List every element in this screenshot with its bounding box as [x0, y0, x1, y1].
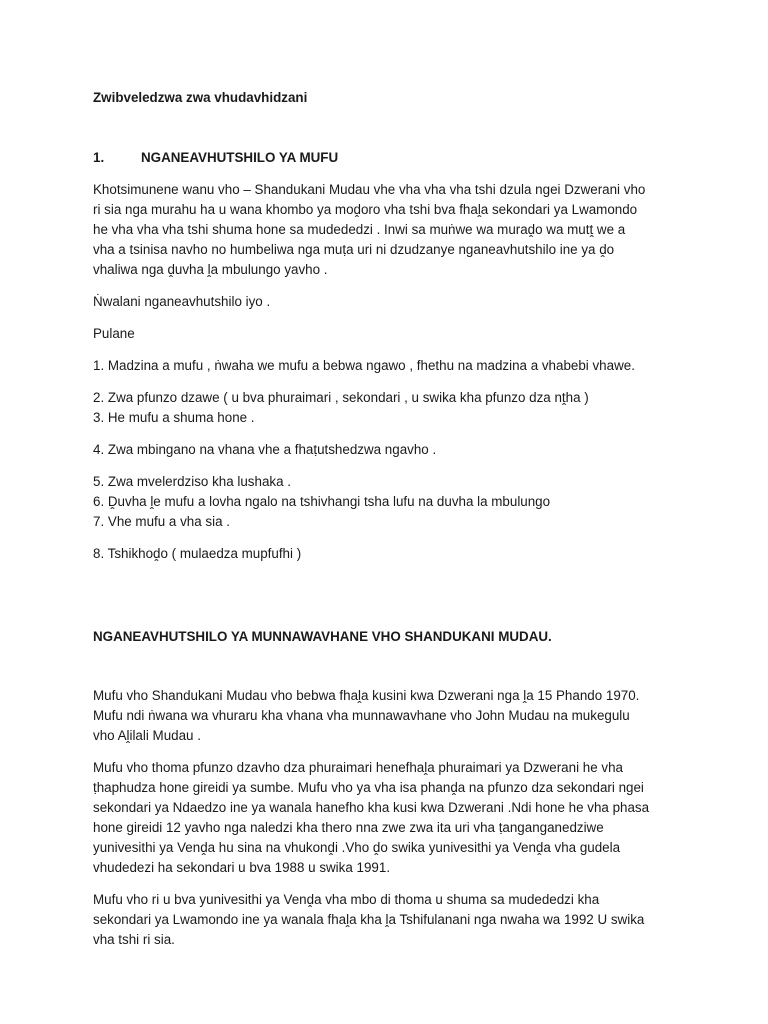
intro-line: Khotsimunene wanu vho – Shandukani Mudau vhe vha vha vha tshi dzula ngei Dzwerani vho: [93, 182, 646, 197]
biography-line: Mufu vho thoma pfunzo dzavho dza phuraimari henefhaḽa phuraimari ya Dzwerani he vha: [93, 760, 623, 775]
biography-line: Mufu vho Shandukani Mudau vho bebwa fhaḽa kusini kwa Dzwerani nga ḽa 15 Phando 1970.: [93, 688, 640, 703]
plan-item-6: 6. Ḓuvha ḽe mufu a lovha ngalo na tshivhangi tsha lufu na duvha la mbulungo: [93, 494, 551, 509]
biography-line: ṭhaphudza hone gireidi ya sumbe. Mufu vho ya vha isa phanḓa na pfunzo dza sekondari ngei: [93, 780, 644, 795]
section-heading-text: NGANEAVHUTSHILO YA MUFU: [141, 150, 339, 165]
section-number: 1.: [93, 150, 105, 165]
biography-paragraph-birth: [93, 686, 693, 746]
plan-item-5: 5. Zwa mvelerdziso kha lushaka .: [93, 474, 291, 489]
plan-item-2: 2. Zwa pfunzo dzawe ( u bva phuraimari , sekondari , u swika kha pfunzo dza nṱha ): [93, 390, 589, 405]
plan-item-1: 1. Madzina a mufu , ṅwaha we mufu a bebwa ngawo , fhethu na madzina a vhabebi vhawe.: [93, 358, 635, 373]
biography-paragraph-education: [93, 758, 693, 878]
document-title: Zwibveledzwa zwa vhudavhidzani: [93, 90, 308, 105]
plan-item-4: 4. Zwa mbingano na vhana vhe a fhaṭutshedzwa ngavho .: [93, 442, 437, 457]
biography-line: hone gireidi 12 yavho nga naledzi kha thero nna zwe zwa ita uri vha ṭanganganedziwe: [93, 820, 604, 835]
biography-line: yunivesithi ya Venḓa hu sina na vhukonḓi .Vho ḓo swika yunivesithi ya Venḓa vha gudela: [93, 840, 621, 855]
plan-item-3: 3. He mufu a shuma hone .: [93, 410, 255, 425]
biography-line: Mufu vho ri u bva yunivesithi ya Venḓa vha mbo di thoma u shuma sa mudededzi kha: [93, 892, 600, 907]
document-page: [93, 80, 693, 950]
biography-paragraph-career: [93, 890, 693, 950]
plan-item-group: [93, 472, 693, 532]
biography-line: sekondari ya Lwamondo ine ya wanala fhaḽa kha ḽa Tshifulanani nga nwaha wa 1992 U swika: [93, 912, 645, 927]
biography-line: vhudedezi ha sekondari u bva 1988 u swika 1991.: [93, 860, 391, 875]
plan-label: Pulane: [93, 326, 135, 341]
plan-item-group: [93, 388, 693, 428]
biography-heading: NGANEAVHUTSHILO YA MUNNAWAVHANE VHO SHANDUKANI MUDAU.: [93, 629, 552, 644]
plan-item-7: 7. Vhe mufu a vha sia .: [93, 514, 230, 529]
intro-paragraph: [93, 180, 693, 280]
biography-line: vho Aḽilali Mudau .: [93, 728, 201, 743]
intro-line: he vha vha vha tshi shuma hone sa mudededzi . Inwi sa muṅwe wa muraḓo wa mutṱ we a: [93, 222, 626, 237]
biography-line: Mufu ndi ṅwana wa vhuraru kha vhana vha munnawavhane vho John Mudau na mukegulu: [93, 708, 630, 723]
biography-line: vha tshi ri sia.: [93, 932, 175, 947]
biography-line: sekondari ya Ndaedzo ine ya wanala hanefho kha kusi kwa Dzwerani .Ndi hone he vha phasa: [93, 800, 650, 815]
intro-line: vha a tsinisa navho no humbeliwa nga muṭa uri ni dzudzanye nganeavhutshilo ine ya ḓo: [93, 242, 615, 257]
intro-line: vhaliwa nga ḓuvha ḽa mbulungo yavho .: [93, 262, 328, 277]
plan-item-8: 8. Tshikhoḓo ( mulaedza mupfufhi ): [93, 546, 302, 561]
intro-line: ri sia nga murahu ha u wana khombo ya moḓoro vha tshi bva fhaḽa sekondari ya Lwamondo: [93, 202, 638, 217]
instruction-text: Ṅwalani nganeavhutshilo iyo .: [93, 294, 271, 309]
section-heading: [93, 148, 693, 168]
